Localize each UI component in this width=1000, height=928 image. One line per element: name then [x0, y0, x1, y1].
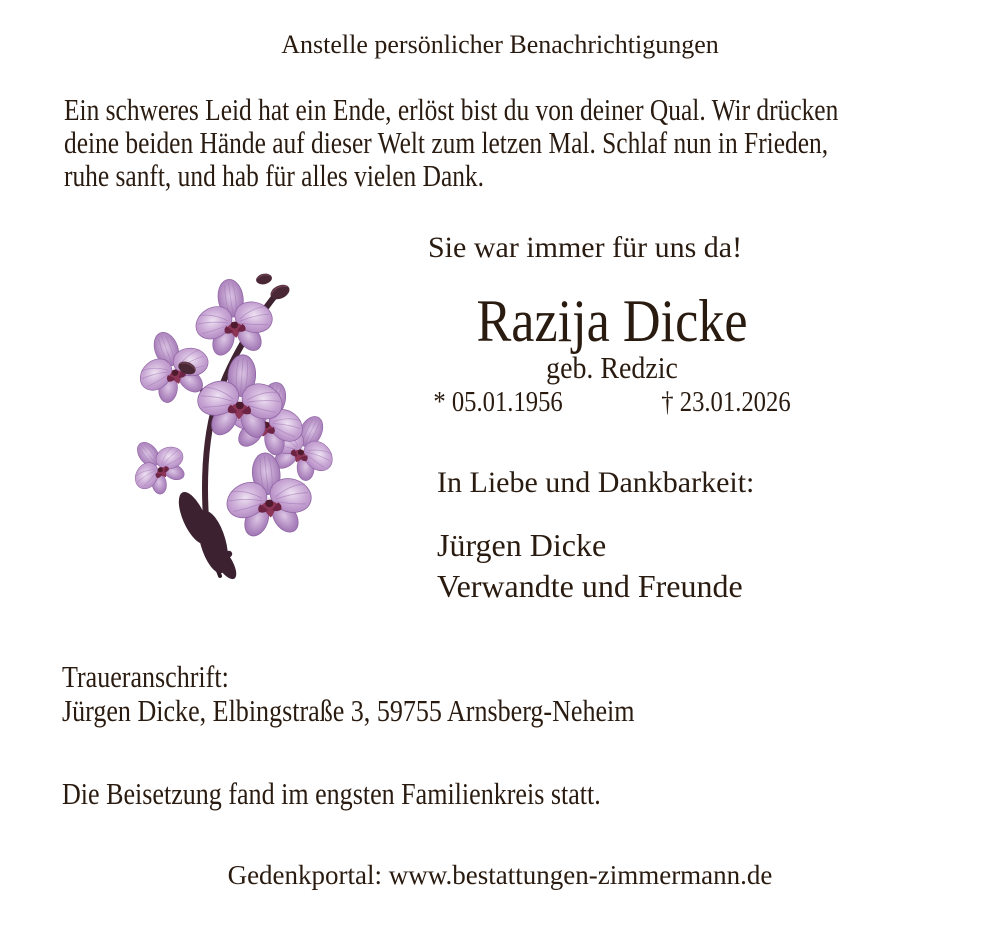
closing-line: In Liebe und Dankbarkeit:: [437, 466, 755, 499]
birth-date: * 05.01.1956: [433, 387, 563, 418]
mourner-name: Jürgen Dicke: [437, 527, 607, 563]
verse-line: ruhe sanft, und hab für alles vielen Dank.: [64, 158, 485, 193]
verse-line: deine beiden Hände auf dieser Welt zum letzen Mal. Schlaf nun in Frieden,: [64, 125, 829, 160]
mourning-address-label: Traueranschrift:: [62, 659, 229, 694]
memorial-portal-line: Gedenkportal: www.bestattungen-zimmermann.de: [227, 860, 773, 890]
verse-line: Ein schweres Leid hat ein Ende, erlöst bist du von deiner Qual. Wir drücken: [64, 92, 839, 127]
mourning-address-block: [62, 660, 635, 728]
memorial-verse: [64, 93, 838, 192]
orchid-flower-image: [112, 262, 342, 594]
death-date: † 23.01.2026: [661, 387, 791, 418]
burial-note: Die Beisetzung fand im engsten Familienkreis statt.: [62, 776, 601, 811]
mourning-address: Jürgen Dicke, Elbingstraße 3, 59755 Arnsberg-Neheim: [62, 693, 635, 728]
intro-line: Anstelle persönlicher Benachrichtigungen: [281, 30, 719, 59]
deceased-block: [412, 290, 812, 420]
life-dates: [433, 386, 791, 420]
tribute-line: Sie war immer für uns da!: [428, 231, 743, 264]
mourners-list: [437, 525, 743, 607]
orchid-blossom: [185, 273, 282, 362]
mourner-name: Verwandte und Freunde: [437, 568, 743, 604]
orchid-flower-svg: [112, 262, 342, 594]
maiden-name: geb. Redzic: [546, 350, 678, 385]
deceased-name: Razija Dicke: [476, 288, 748, 354]
